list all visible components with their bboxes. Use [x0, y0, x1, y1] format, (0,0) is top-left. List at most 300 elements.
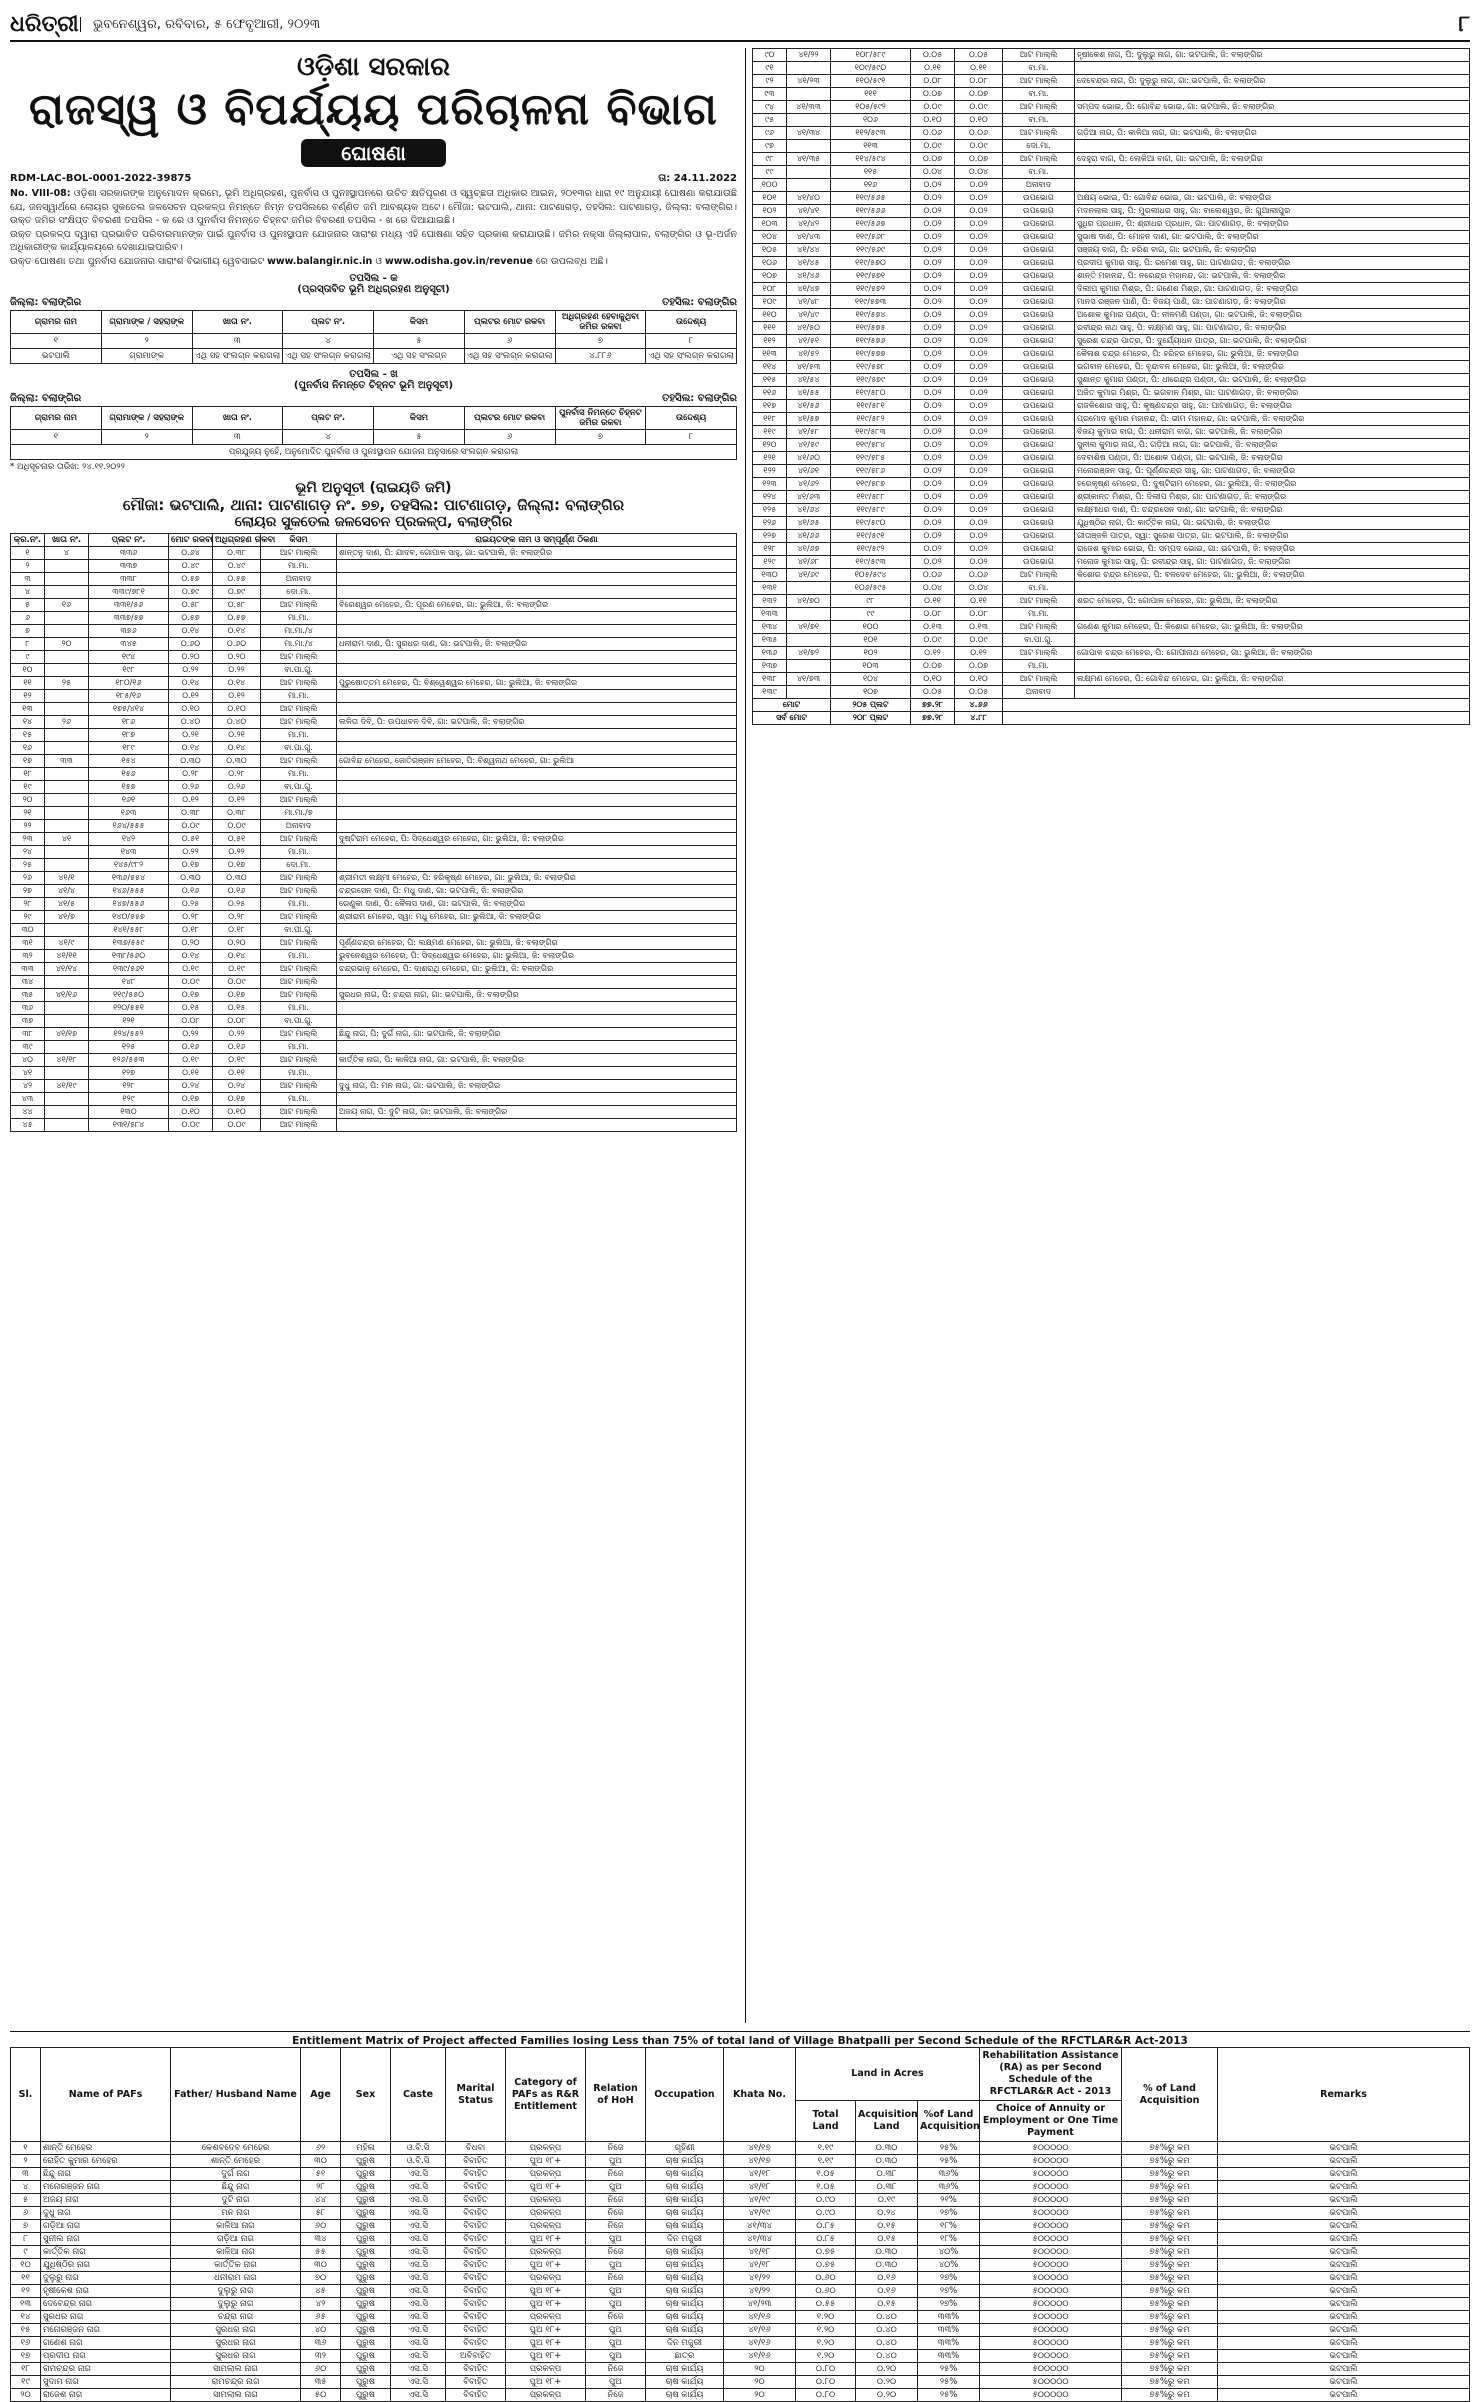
table-cell: ମନ ନାଗ [171, 2207, 301, 2220]
table-cell: ଉପଭୋଗ [1003, 335, 1075, 348]
matrix-header-father: Father/ Husband Name [171, 2048, 301, 2142]
notice-text-3b: ଓ [375, 255, 382, 267]
table-cell: ୬୦ [301, 2363, 341, 2376]
land-schedule-row [753, 426, 1470, 439]
table-cell: ୦.୧୬ [856, 2272, 918, 2285]
table-cell: ୦.୦୯ [213, 976, 261, 989]
table-cell [337, 820, 737, 833]
table-cell: ୫୦୦୦୦୦ [980, 2389, 1122, 2402]
table-cell: ୫୦୦୦୦୦ [980, 2142, 1122, 2155]
matrix-row [11, 2350, 1470, 2363]
table-cell: ଭଟପାଲି [1218, 2337, 1470, 2350]
land-schedule-row [11, 1080, 737, 1093]
table-cell: ୩୩% [918, 2350, 980, 2363]
table-cell: ଓ.ବି.ସି [391, 2155, 446, 2168]
table-cell: ଚାଷ କାର୍ଯ୍ୟ [646, 2389, 724, 2402]
table-cell: ଚାଷ କାର୍ଯ୍ୟ [646, 2155, 724, 2168]
table-cell: ୪୧/୬୬ [787, 530, 831, 543]
table-cell: ୦.୧୨ [169, 690, 213, 703]
matrix-row [11, 2142, 1470, 2155]
project-name: ଲୋୟର ସୁକତେଲ ଜଳସେଚନ ପ୍ରକଳ୍ପ, ବଲାଙ୍ଗିର [234, 514, 513, 530]
schedule-ka-data-row [11, 349, 737, 364]
table-cell: ୭୫%ରୁ କମ [1122, 2181, 1218, 2194]
table-cell: ୨୫% [918, 2389, 980, 2402]
table-cell: ବା.ପା.ଗୁ. [261, 664, 337, 677]
table-cell: ୦.୦୨ [955, 387, 1003, 400]
table-cell [337, 768, 737, 781]
land-schedule-row [11, 898, 737, 911]
table-cell: ପୁରୁଷ [341, 2155, 391, 2168]
table-cell: ୧୧୯/୫୮୮ [831, 491, 911, 504]
table-cell: ୦.୧୨ [911, 647, 955, 660]
table-cell: ମନୋରଞ୍ଜନ ନାଗ [41, 2324, 171, 2337]
masthead [10, 8, 1470, 42]
table-cell: ଅନାବାଦ [1003, 179, 1075, 192]
table-cell [337, 729, 737, 742]
table-cell: ୦.୦୨ [955, 439, 1003, 452]
table-cell: ଉପଭୋଗ [1003, 257, 1075, 270]
land-schedule-row [11, 976, 737, 989]
matrix-row [11, 2194, 1470, 2207]
table-cell: ୧୭ [11, 2350, 41, 2363]
table-cell: ୧୦୪ [753, 231, 787, 244]
table-cell: ପୁରୁଷ [341, 2311, 391, 2324]
land-schedule-row [753, 153, 1470, 166]
table-cell: ୪୦% [918, 2246, 980, 2259]
schedule-kha-number-row [11, 430, 737, 445]
table-header: କିସମ [261, 534, 337, 547]
table-cell: ୧୫ [11, 729, 45, 742]
table-cell: ୫ [11, 2194, 41, 2207]
table-cell: ୧ [11, 334, 102, 349]
schedule-kha-note: ପ୍ରଯୁଜ୍ୟ ନୁହେଁ, ଅନୁମୋଦିତ ପୁନର୍ବାସ ଓ ପୁନଃସ୍ଥାପନ ଯୋଜନା ଅନୁସାରେ ସଂଲଗ୍ନ କରାଗଲା [11, 445, 737, 460]
table-cell: ୩୬ [11, 1002, 45, 1015]
table-cell: ୬୨ [301, 2142, 341, 2155]
table-cell: ୩୩% [918, 2311, 980, 2324]
table-cell: ୪୧/୪ [45, 885, 89, 898]
table-cell: ୧୬୧ [89, 794, 169, 807]
total-plots: ୨୦୫ ପ୍ଲଟ [831, 699, 911, 712]
table-cell: ୪୧/୧୬ [45, 989, 89, 1002]
table-cell: ଭଟପାଲି [1218, 2246, 1470, 2259]
land-schedule-row [753, 101, 1470, 114]
table-cell: ୪୧/୪୯ [787, 309, 831, 322]
schedule-kha-header-row [11, 407, 737, 430]
table-cell: ୦.୦୬ [911, 127, 955, 140]
land-schedule-row [753, 205, 1470, 218]
table-cell: ୪୧/୬୩ [787, 491, 831, 504]
table-cell [1075, 634, 1470, 647]
land-schedule-row [11, 794, 737, 807]
table-cell: ୦.୦୯ [213, 820, 261, 833]
table-cell: ବା.ମା. [1003, 114, 1075, 127]
table-cell: ନିଜେ [586, 2220, 646, 2233]
table-cell: ୫୦୦୦୦୦ [980, 2350, 1122, 2363]
land-schedule-row [11, 612, 737, 625]
table-cell: ୧ [11, 547, 45, 560]
table-cell: ଆଟ ମାଲ୍ଲି [261, 885, 337, 898]
table-cell: ୦.୦୨ [911, 426, 955, 439]
table-cell: ୦.୦୯ [169, 1119, 213, 1132]
table-cell: ୪୧/୬୮ [787, 556, 831, 569]
table-cell: ୧.୨୦ [796, 2311, 856, 2324]
table-cell: ପୁଅ ୧୮+ [506, 2324, 586, 2337]
land-schedule-row [753, 569, 1470, 582]
table-cell [787, 179, 831, 192]
table-cell: ୩୨ [11, 950, 45, 963]
land-schedule-row [11, 885, 737, 898]
schedule-kha-table [10, 406, 737, 460]
table-cell: ୪୧/୭୩ [787, 673, 831, 686]
matrix-row [11, 2285, 1470, 2298]
table-cell: ୦.୫୮ [213, 599, 261, 612]
table-cell: ବା.ମା. [1003, 88, 1075, 101]
table-cell: ୦.୧୪ [213, 742, 261, 755]
table-cell: ୫୦୦୦୦୦ [980, 2337, 1122, 2350]
table-cell: ଭଟପାଲି [1218, 2168, 1470, 2181]
table-cell: ୧୫୬ [89, 768, 169, 781]
table-cell: ୦.୧୪ [213, 625, 261, 638]
table-cell: ବିବାହିତ [446, 2337, 506, 2350]
land-schedule-row [753, 49, 1470, 62]
table-cell: ୦.୪୯ [169, 560, 213, 573]
table-cell [337, 1041, 737, 1054]
table-cell: ୧୮୭ [89, 729, 169, 742]
table-cell: ୯୯ [753, 166, 787, 179]
table-cell: ୧୧୦ [753, 309, 787, 322]
land-schedule-row [11, 586, 737, 599]
table-cell: ପ୍ରକଳ୍ପ [506, 2311, 586, 2324]
notice-banner-wrap [10, 139, 737, 167]
table-cell: ବିବାହିତ [446, 2233, 506, 2246]
table-cell: ୦.୪୯ [213, 560, 261, 573]
table-cell: ୩୭ [11, 1015, 45, 1028]
land-schedule-row [11, 560, 737, 573]
matrix-row [11, 2311, 1470, 2324]
table-cell: ପୁଅ ୧୮+ [506, 2285, 586, 2298]
table-cell: ୦.୧୨ [955, 647, 1003, 660]
table-cell: ଅକ୍ଷୟ ଭୋଇ, ପି: ଗୋବିନ୍ଦ ଭୋଇ, ଗା: ଭଟପାଲି, ଜି: ବଲାଙ୍ଗିର [1075, 192, 1470, 205]
land-schedule-row [753, 192, 1470, 205]
table-cell: ୦.୦୨ [955, 283, 1003, 296]
table-cell: ବିବାହିତ [446, 2259, 506, 2272]
table-cell [45, 794, 89, 807]
mouja-line: ମୌଜା: ଭଟପାଲି, ଥାନା: ପାଟଣାଗଡ଼ ନଂ. ୭୭, ତହସିଲ: ପାଟଣାଗଡ଼, ଜିଲ୍ଲା: ବଲାଙ୍ଗିର [122, 496, 625, 514]
table-cell: ଆଟ ମାଲ୍ଲି [261, 1119, 337, 1132]
table-cell: ୦.୨୦ [213, 937, 261, 950]
land-schedule-row [11, 872, 737, 885]
table-cell: ୨୫% [918, 2363, 980, 2376]
table-cell: ୪୧/୪୬ [787, 270, 831, 283]
table-cell: ୦.୧୦ [955, 114, 1003, 127]
table-cell: ୪୧/୪୩ [787, 231, 831, 244]
table-cell: ୧୧୯/୫୮୧ [831, 400, 911, 413]
table-cell [787, 166, 831, 179]
land-schedule-row [753, 296, 1470, 309]
table-cell: ୪୧ [45, 833, 89, 846]
table-cell: ପୁରୁଷ [341, 2389, 391, 2402]
table-cell: ୭୫%ରୁ କମ [1122, 2324, 1218, 2337]
table-cell: ୫୦୦୦୦୦ [980, 2155, 1122, 2168]
table-cell: ଭଟପାଲି [1218, 2155, 1470, 2168]
table-cell: ପୁଅ [586, 2324, 646, 2337]
table-cell: ୩୩ [45, 755, 89, 768]
table-cell: ପୁଅ [586, 2259, 646, 2272]
table-cell: କୈଳାଶ ଚନ୍ଦ୍ର ମେହେର, ପି: ହରିହର ମେହେର, ଗା: ଭୁଲିଆ, ଜି: ବଲାଙ୍ଗିର [1075, 348, 1470, 361]
table-cell: ୧୧୯/୫୬୭ [831, 218, 911, 231]
land-schedule-row [753, 322, 1470, 335]
table-cell: ୪୨ [301, 2298, 341, 2311]
table-cell: ଦେହୁରା ବାଗ, ପି: ଲୋକିଆ ବାଗ, ଗା: ଭଟପାଲି, ଜି: ବଲାଙ୍ଗିର [1075, 153, 1470, 166]
table-cell: ୦.୦୨ [955, 491, 1003, 504]
table-cell [337, 1067, 737, 1080]
table-cell: ଭଟପାଲି [1218, 2272, 1470, 2285]
land-schedule-row [753, 413, 1470, 426]
table-cell: ମାନସ ରଞ୍ଜନ ପାଣି, ପି: ବିଜୟ ପାଣି, ଗା: ପାଟଣାଗଡ଼, ଜି: ବଲାଙ୍ଗିର [1075, 296, 1470, 309]
table-cell: ପ୍ରକଳ୍ପ [506, 2142, 586, 2155]
table-cell: ଆଟ ମାଲ୍ଲି [261, 963, 337, 976]
table-cell: ୯୧ [753, 62, 787, 75]
table-cell: ଭଟପାଲି [1218, 2285, 1470, 2298]
table-cell: ୪୧/୧୯ [45, 1080, 89, 1093]
table-cell: ଗଡ଼ିଆ ନାଗ [41, 2220, 171, 2233]
schedule-ka-header-row [11, 311, 737, 334]
table-cell [45, 1002, 89, 1015]
table-cell: ୦.୩୦ [856, 2246, 918, 2259]
table-cell: ୩ [192, 334, 283, 349]
table-cell: ୯୩ [753, 88, 787, 101]
table-cell: ଉପଭୋଗ [1003, 231, 1075, 244]
table-cell: ଏଥି ସହ ସଂଲଗ୍ନ କରାଗଲା [283, 349, 374, 364]
table-cell: ୦.୩୦ [169, 872, 213, 885]
table-cell: ୭ [555, 334, 646, 349]
table-cell: ଭଟପାଲି [1218, 2233, 1470, 2246]
table-cell: ଆଟ ମାଲ୍ଲି [261, 976, 337, 989]
table-cell: ୧୧୯/୫୭୪ [831, 309, 911, 322]
table-cell: ୫ [374, 430, 465, 445]
table-cell: ୧୨୬ [753, 517, 787, 530]
table-cell: ୦.୫୭ [213, 573, 261, 586]
table-cell: ୦.୦୨ [955, 244, 1003, 257]
table-cell [45, 703, 89, 716]
matrix-row [11, 2376, 1470, 2389]
notice-paragraph-2: ଉକ୍ତ ପ୍ରକଳ୍ପ ଦ୍ୱାରା ପ୍ରଭାବିତ ପରିବାରମାନଙ୍କ ପାଇଁ ପୁନର୍ବାସ ଓ ପୁନଃସ୍ଥାପନ ଯୋଜନାର ସାରାଂଶ ମଧ୍ୟ ଏହି ଘୋଷଣା ସହିତ ପ୍ରକାଶ କରାଯାଉଛି। ଜମିର ନକ୍ସା ଜିଲ୍ଲାପାଳ, ବଲାଙ୍ଗିର ଓ ଭୂ-ଅର୍ଜନ ଅଧିକାରୀଙ୍କ କାର୍ଯ୍ୟାଳୟରେ ଦେଖାଯାଇପାରିବ। [10, 228, 737, 253]
table-cell: ୧୦ [11, 664, 45, 677]
table-cell: ଅଜୟ ନାଗ [41, 2194, 171, 2207]
table-cell: ଲଳିତା ଦିବି, ପି: ଉପଧାବନ ଦିବି, ଗା: ଭଟପାଲି, ଜି: ବଲାଙ୍ଗିର [337, 716, 737, 729]
table-cell: ୦.୦୫ [911, 49, 955, 62]
table-cell: ୪୧/୫୭ [787, 413, 831, 426]
table-cell: ୩୮ [11, 1028, 45, 1041]
table-cell: ୭୫%ରୁ କମ [1122, 2337, 1218, 2350]
table-cell: ୦.୦୨ [911, 244, 955, 257]
land-schedule-row [753, 166, 1470, 179]
table-cell [45, 742, 89, 755]
table-cell: ୧୪୫/୯୮୨ [89, 859, 169, 872]
table-cell: ଆଟ ମାଲ୍ଲି [261, 547, 337, 560]
table-cell: ୪୧/୬୭ [787, 543, 831, 556]
land-schedule-row [11, 1002, 737, 1015]
table-cell: ୧୩୭ [753, 660, 787, 673]
table-cell: ୦.୨୮ [213, 911, 261, 924]
table-cell: ଏସ.ସି [391, 2389, 446, 2402]
table-cell: ପ୍ରକଳ୍ପ [506, 2207, 586, 2220]
matrix-header-acq-land: Acquisition Land [856, 2101, 918, 2142]
table-cell: ୪୧/୧୮ [724, 2246, 796, 2259]
table-cell: ଲକ୍ଷ୍ମୀଧର ଦାଣ, ପି: ଚନ୍ଦ୍ରସେନ ଦାଣ, ଗା: ଭଟପାଲି, ଜି: ବଲାଙ୍ଗିର [1075, 504, 1470, 517]
table-cell: ୪୪ [11, 1106, 45, 1119]
land-schedule-row [753, 647, 1470, 660]
table-cell: ୦.୮୫ [796, 2220, 856, 2233]
table-cell: ୫୦୦୦୦୦ [980, 2285, 1122, 2298]
table-cell: ଦୋ.ମା. [1003, 140, 1075, 153]
table-cell: ଚାଷ କାର୍ଯ୍ୟ [646, 2324, 724, 2337]
table-cell: ୦.୦୪ [911, 166, 955, 179]
table-header: କ୍ର.ନଂ. [11, 534, 45, 547]
table-cell: ୧୩୬ [753, 647, 787, 660]
table-cell: ଛିନ୍ଦୁ ନାଗ [41, 2168, 171, 2181]
table-cell: ପୁଅ [586, 2181, 646, 2194]
table-cell: ୦.୭୯ [169, 586, 213, 599]
notice-paragraph-1 [10, 187, 737, 228]
table-cell: ରାମଚନ୍ଦ୍ର ନାଗ [171, 2376, 301, 2389]
table-cell: ୪ [11, 2181, 41, 2194]
table-cell: ୦.୦୯ [955, 140, 1003, 153]
table-cell: ୦.୧୮ [169, 924, 213, 937]
table-cell: ୪୧/୫୯ [787, 439, 831, 452]
table-cell: ୦.୦୨ [955, 556, 1003, 569]
table-cell: ୧୮% [918, 2233, 980, 2246]
table-cell: ୦.୦୨ [911, 439, 955, 452]
page-number: ୮ [1458, 11, 1470, 37]
table-cell: ୧୨ [11, 2285, 41, 2298]
table-cell: ପୁରୁଷ [341, 2246, 391, 2259]
table-cell: ୧୪୧/୫୫୮ [89, 924, 169, 937]
table-cell: ୫୦୦୦୦୦ [980, 2246, 1122, 2259]
table-cell: ବିବାହିତ [446, 2207, 506, 2220]
table-cell: ବିବାହିତ [446, 2246, 506, 2259]
table-cell: ୧୩୯ [753, 686, 787, 699]
land-schedule-row [11, 677, 737, 690]
table-cell: ପୁଅ ୧୮+ [506, 2337, 586, 2350]
table-cell [45, 768, 89, 781]
land-schedule-row [11, 638, 737, 651]
table-cell: ୦.୩୮ [856, 2181, 918, 2194]
table-cell: ପ୍ରକଳ୍ପ [506, 2168, 586, 2181]
table-cell: ୬୫ [301, 2311, 341, 2324]
website-link-revenue[interactable]: www.odisha.gov.in/revenue [384, 255, 533, 267]
table-cell: ପୁରୁଷ [341, 2337, 391, 2350]
table-cell: ଶାନ୍ତନୁ ଦାଣ, ପି: ଯାଦବ, ଗୋପାଳ ସାହୁ, ଗା: ଭଟପାଲି, ଜି: ବଲାଙ୍ଗିର [337, 547, 737, 560]
table-header: ପ୍ଲଟ ନଂ. [283, 407, 374, 430]
table-cell: ୦.୧୬ [213, 1041, 261, 1054]
table-cell: ଲକ୍ଷ୍ମଣ ମେହେର, ପି: ଗୋବିନ୍ଦ ମେହେର, ଗା: ଭୁଲିଆ, ଜି: ବଲାଙ୍ଗିର [1075, 673, 1470, 686]
table-cell: ୪୧/୧୭ [724, 2142, 796, 2155]
table-cell: ୧୩୫ [753, 634, 787, 647]
land-schedule-row [11, 716, 737, 729]
table-cell: ୫୦୦୦୦୦ [980, 2220, 1122, 2233]
table-cell: ୧୪୨ [89, 833, 169, 846]
table-cell: ଉପଭୋଗ [1003, 309, 1075, 322]
website-link-balangir[interactable]: www.balangir.nic.in [267, 255, 373, 267]
table-cell: ୧୦୬ [753, 257, 787, 270]
table-cell: ୦.୦୨ [955, 335, 1003, 348]
table-cell: ଆଟ ମାଲ୍ଲି [1003, 153, 1075, 166]
table-cell [337, 573, 737, 586]
table-cell: ରାଜେଶ କୁମାର ଭୋଇ, ପି: ସମ୍ପଦ ଭୋଇ, ଗା: ଭଟପାଲି, ଜି: ବଲାଙ୍ଗିର [1075, 543, 1470, 556]
table-cell: ୧୨୯ [753, 556, 787, 569]
table-cell: ଦୁଧୁ ନାଗ, ପି: ମନ ନାଗ, ଗା: ଭଟପାଲି, ଜି: ବଲାଙ୍ଗିର [337, 1080, 737, 1093]
table-cell: ୦.୨୪ [213, 1080, 261, 1093]
table-cell: ମହିଳା [341, 2142, 391, 2155]
table-cell: ୦.୧୭ [213, 989, 261, 1002]
table-cell: ୪୧/୯ [45, 937, 89, 950]
table-cell: ବିବାହିତ [446, 2376, 506, 2389]
table-cell: ପୁରୁଷ [341, 2285, 391, 2298]
table-cell [337, 781, 737, 794]
table-cell: ୪୧/୧୭ [45, 1028, 89, 1041]
table-cell: ୫୦୦୦୦୦ [980, 2168, 1122, 2181]
table-cell: ୦.୨୨ [213, 846, 261, 859]
table-cell: ୦.୧୫ [169, 1002, 213, 1015]
table-cell: ୦.୨୪ [169, 1080, 213, 1093]
table-cell: ୦.୦୨ [955, 205, 1003, 218]
land-schedule-row [753, 283, 1470, 296]
table-cell: ଆଟ ମାଲ୍ଲି [261, 599, 337, 612]
table-cell: ୦.୦୨ [911, 205, 955, 218]
table-cell: ୫୦୦୦୦୦ [980, 2272, 1122, 2285]
table-cell: ୦.୨୫ [169, 898, 213, 911]
table-cell: ୦.୦୨ [955, 465, 1003, 478]
table-cell: ୦.୦୯ [213, 1119, 261, 1132]
table-cell: ୦.୦୮ [955, 608, 1003, 621]
table-cell: ୧୧୯/୫୮୯ [831, 504, 911, 517]
table-cell: ଚନ୍ଦ୍ରା ନାଗ [171, 2311, 301, 2324]
notice-banner: ଘୋଷଣା [301, 139, 446, 167]
table-cell: ୫୦୦୦୦୦ [980, 2207, 1122, 2220]
table-cell: ୧୨୦ [753, 439, 787, 452]
matrix-row [11, 2298, 1470, 2311]
table-cell: ୧.୨୦ [796, 2324, 856, 2337]
table-cell: ୪୧/୧୬ [724, 2311, 796, 2324]
schedule-kha-title: ତପସିଲ - ଖ [349, 369, 398, 380]
table-cell: ଛିନ୍ଦୁ ନାଗ [171, 2181, 301, 2194]
schedule-kha-subtitle: (ପୁନର୍ବାସ ନିମନ୍ତେ ଚିହ୍ନଟ ଭୂମି ଅନୁସୂଚୀ) [293, 380, 454, 391]
land-schedule-row [753, 595, 1470, 608]
table-cell: ୦.୨୨ [169, 1028, 213, 1041]
table-cell: ଶାନ୍ତି ମହାନନ୍ଦ, ପି: ନରେନ୍ଦ୍ର ମହାନନ୍ଦ, ଗା: ଭଟପାଲି, ଜି: ବଲାଙ୍ଗିର [1075, 270, 1470, 283]
matrix-body [11, 2142, 1470, 2402]
table-cell: ୬ [11, 2207, 41, 2220]
table-cell: ଆଟ ମାଲ୍ଲି [261, 677, 337, 690]
table-cell: ୩୦ [301, 2259, 341, 2272]
table-cell: ୧୦୦ [831, 621, 911, 634]
table-cell: ଆଟ ମାଲ୍ଲି [1003, 101, 1075, 114]
land-schedule-row [11, 833, 737, 846]
matrix-header-ra: Rehabilitation Assistance (RA) as per Second Schedule of the RFCTLAR&R Act - 2013 [980, 2048, 1122, 2101]
table-cell: ନିଜେ [586, 2311, 646, 2324]
land-schedule-row [11, 807, 737, 820]
table-cell: ହୃଷୀକେଶ ନାଗ, ପି: ଦୁଲୁରୁ ନାଗ, ଗା: ଭଟପାଲି, ଜି: ବଲାଙ୍ଗିର [1075, 49, 1470, 62]
table-cell: ୦.୦୨ [955, 296, 1003, 309]
table-cell: ପ୍ରକଳ୍ପ [506, 2194, 586, 2207]
table-cell: ୦.୫୭ [213, 612, 261, 625]
table-cell: ୨୭% [918, 2272, 980, 2285]
table-cell: ୦.୦୨ [955, 270, 1003, 283]
table-cell: ୦.୧୪ [213, 677, 261, 690]
table-cell: ଚାଷ କାର୍ଯ୍ୟ [646, 2181, 724, 2194]
table-cell: ଆଟ ମାଲ୍ଲି [261, 1106, 337, 1119]
